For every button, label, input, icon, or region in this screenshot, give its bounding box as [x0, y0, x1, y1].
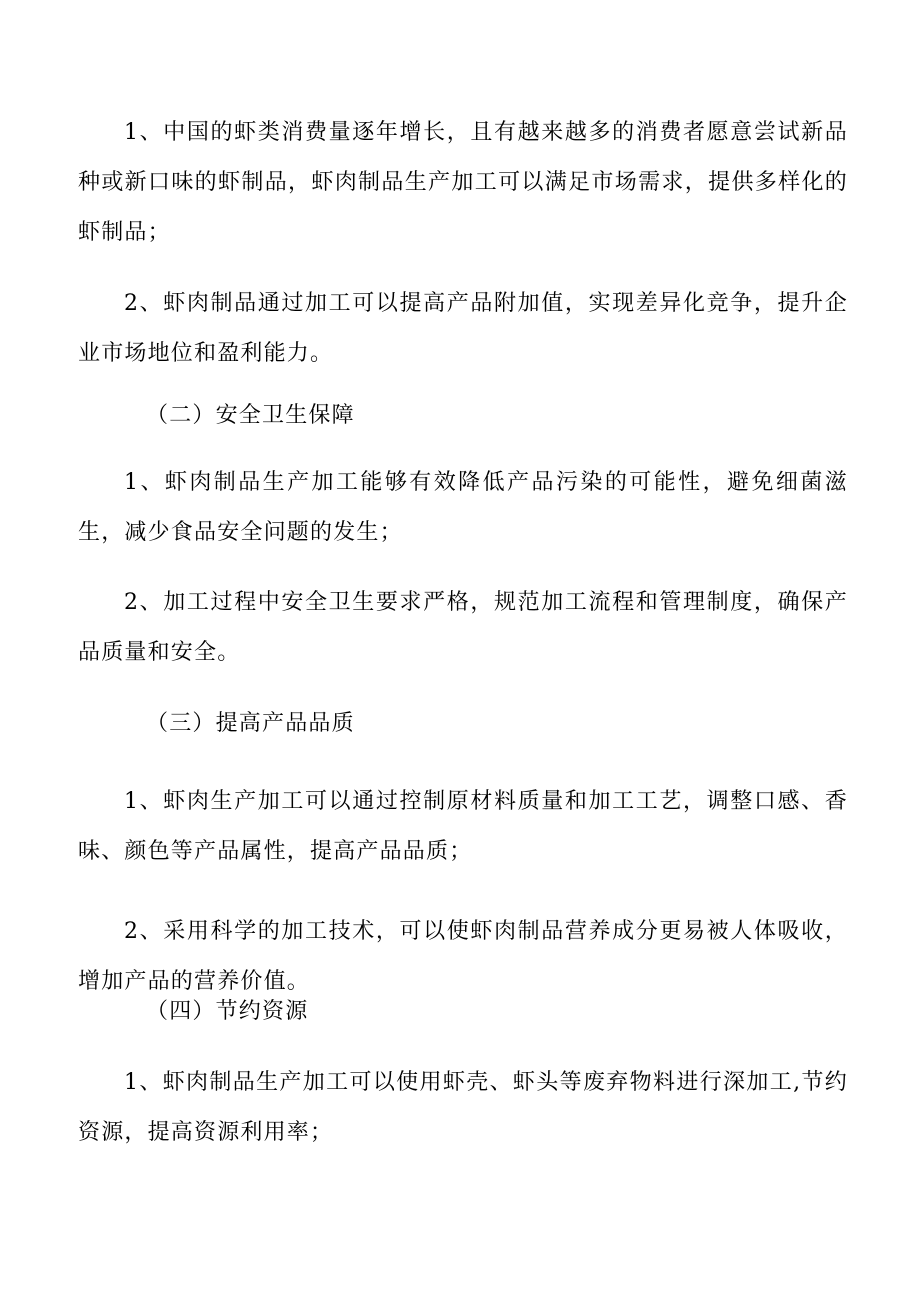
paragraph-pollution: 1、虾肉制品生产加工能够有效降低产品污染的可能性，避免细菌滋生，减少食品安全问题的发生； — [78, 470, 848, 545]
paragraph-market-demand: 1、中国的虾类消费量逐年增长，且有越来越多的消费者愿意尝试新品种或新口味的虾制品，虾肉制品生产加工可以满足市场需求，提供多样化的虾制品； — [78, 120, 848, 245]
section-heading-safety: （二）安全卫生保障 — [146, 403, 355, 428]
paragraph-added-value: 2、虾肉制品通过加工可以提高产品附加值，实现差异化竞争，提升企业市场地位和盈利能力。 — [78, 291, 848, 366]
section-heading-resources: （四）节约资源 — [146, 999, 309, 1024]
paragraph-taste: 1、虾肉生产加工可以通过控制原材料质量和加工工艺，调整口感、香味、颜色等产品属性，提高产品品质； — [78, 789, 848, 864]
section-heading-quality: （三）提高产品品质 — [146, 711, 355, 736]
paragraph-hygiene: 2、加工过程中安全卫生要求严格，规范加工流程和管理制度，确保产品质量和安全。 — [78, 590, 848, 665]
paragraph-nutrition: 2、采用科学的加工技术，可以使虾肉制品营养成分更易被人体吸收，增加产品的营养价值。 — [78, 919, 848, 994]
paragraph-waste-reuse: 1、虾肉制品生产加工可以使用虾壳、虾头等废弃物料进行深加工,节约资源，提高资源利用率； — [78, 1070, 848, 1145]
